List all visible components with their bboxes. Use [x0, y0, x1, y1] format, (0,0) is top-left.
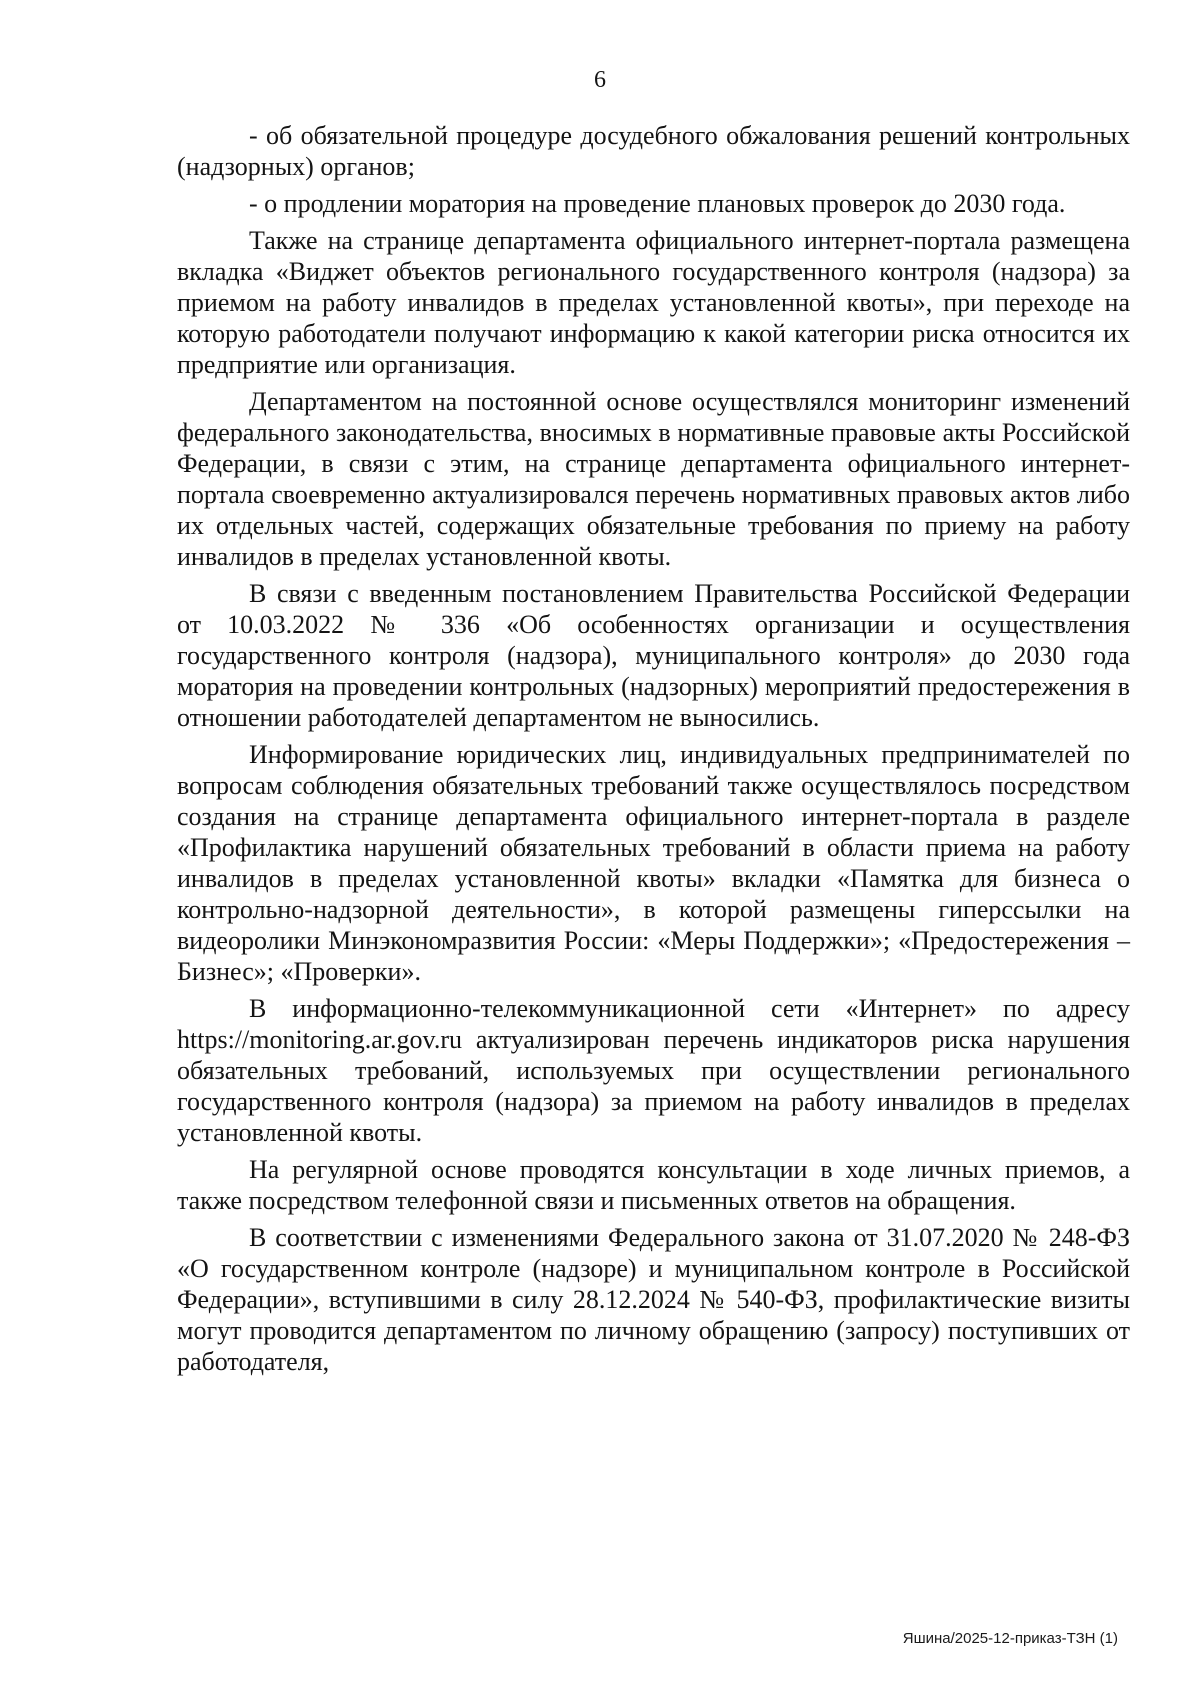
paragraph-preventive-visits: В соответствии с изменениями Федерального закона от 31.07.2020 № 248-ФЗ «О государственном контроле (надзоре) и муниципальном контроле в Российской Федерации», вступившими в силу 28.12.2024 № 540-ФЗ, профилактические визиты могут проводится департаментом по личному обращению (запросу) поступивших от работодателя, [177, 1223, 1130, 1376]
paragraph-moratorium-warnings: В связи с введенным постановлением Правительства Российской Федерации от 10.03.2022 № 336 «Об особенностях организации и осуществления государственного контроля (надзора), муниципального контроля» до 2030 года моратория на проведении контрольных (надзорных) мероприятий предостережения в отношении работодателей департаментом не выносились. [177, 579, 1130, 732]
list-item-appeal-procedure: - об обязательной процедуре досудебного обжалования решений контрольных (надзорных) органов; [177, 121, 1130, 181]
list-item-moratorium-extension: - о продлении моратория на проведение плановых проверок до 2030 года. [249, 189, 1066, 218]
paragraph-widget-tab: Также на странице департамента официального интернет-портала размещена вкладка «Виджет объектов регионального государственного контроля (надзора) за приемом на работу инвалидов в пределах установленной квоты», при переходе на которую работодатели получают информацию к какой категории риска относится их предприятие или организация. [177, 226, 1130, 379]
paragraph-risk-indicators: В информационно-телекоммуникационной сети «Интернет» по адресу https://monitoring.ar.gov.ru актуализирован перечень индикаторов риска нарушения обязательных требований, используемых при осуществлении регионального государственного контроля (надзора) за приемом на работу инвалидов в пределах установленной квоты. [177, 994, 1130, 1147]
paragraph-legislation-monitoring: Департаментом на постоянной основе осуществлялся мониторинг изменений федерального законодательства, вносимых в нормативные правовые акты Российской Федерации, в связи с этим, на странице департамента официального интернет-портала своевременно актуализировался перечень нормативных правовых актов либо их отдельных частей, содержащих обязательные требования по приему на работу инвалидов в пределах установленной квоты. [177, 387, 1130, 571]
paragraph-business-informing: Информирование юридических лиц, индивидуальных предпринимателей по вопросам соблюдения обязательных требований также осуществлялось посредством создания на странице департамента официального интернет-портала в разделе «Профилактика нарушений обязательных требований в области приема на работу инвалидов в пределах установленной квоты» вкладки «Памятка для бизнеса о контрольно-надзорной деятельности», в которой размещены гиперссылки на видеоролики Минэкономразвития России: «Меры Поддержки»; «Предостережения – Бизнес»; «Проверки». [177, 740, 1130, 986]
page-number: 6 [594, 67, 606, 93]
document-body [177, 120, 1130, 1377]
paragraph-consultations: На регулярной основе проводятся консультации в ходе личных приемов, а также посредством телефонной связи и письменных ответов на обращения. [177, 1155, 1130, 1215]
footer-document-code: Яшина/2025-12-приказ-ТЗН (1) [902, 1630, 1118, 1647]
